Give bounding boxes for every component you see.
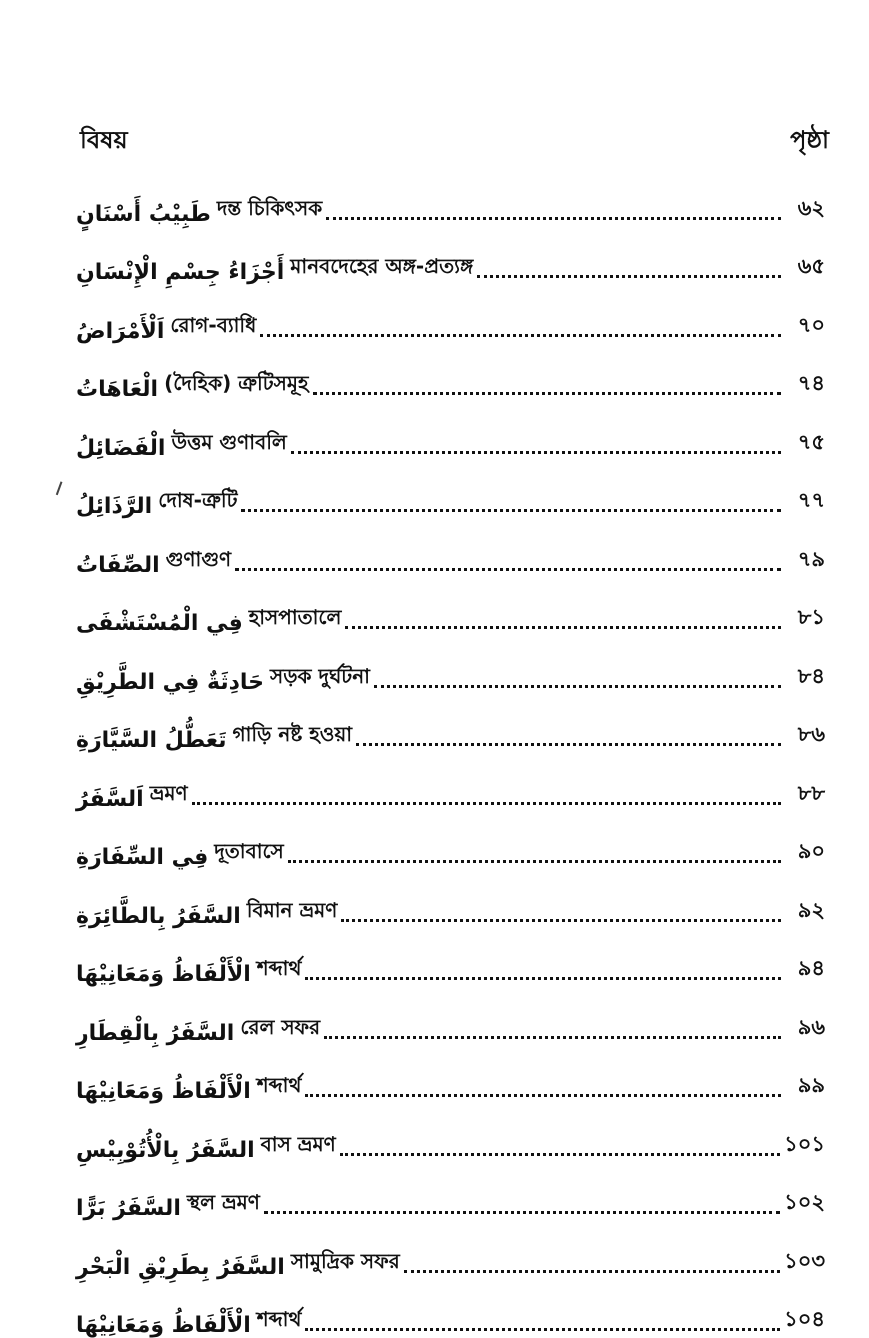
toc-entry-arabic: السَّفَرُ بِالطَّائِرَةِ bbox=[76, 904, 241, 929]
toc-entry-arabic: أَجْزَاءُ جِسْمِ الْإِنْسَانِ bbox=[76, 260, 284, 285]
toc-entry-title bbox=[76, 779, 188, 812]
dot-leader bbox=[305, 1328, 780, 1331]
toc-entry bbox=[76, 987, 825, 1046]
toc-entry-title bbox=[76, 428, 287, 461]
toc-entry-arabic: الْأَلْفَاظُ وَمَعَانِيْهَا bbox=[76, 1313, 251, 1338]
toc-entry-title bbox=[76, 252, 473, 285]
toc-entry-page-number: ৯৯ bbox=[785, 1069, 825, 1104]
toc-entry-arabic: السَّفَرُ بِالْقِطَارِ bbox=[76, 1021, 234, 1046]
dot-leader bbox=[288, 860, 781, 863]
toc-entry-bengali: হাসপাতালে bbox=[249, 603, 342, 636]
toc-entry-arabic: الصِّفَاتُ bbox=[76, 553, 160, 578]
toc-entry-page-number: ৭৯ bbox=[785, 543, 825, 578]
dot-leader bbox=[345, 626, 781, 629]
dot-leader bbox=[356, 743, 781, 746]
toc-entry-bengali: শব্দার্থ bbox=[257, 1071, 302, 1104]
toc-entry bbox=[76, 519, 825, 578]
toc-entry-page-number: ১০১ bbox=[784, 1128, 825, 1163]
toc-entry-bengali: দূতাবাসে bbox=[214, 837, 284, 870]
subject-column-label: বিষয় bbox=[80, 122, 128, 162]
toc-entry bbox=[76, 753, 825, 812]
toc-entry-title bbox=[76, 194, 322, 227]
toc-entry-page-number: ৯৪ bbox=[785, 952, 825, 987]
toc-entry-page-number: ৬২ bbox=[785, 192, 825, 227]
toc-entry-title bbox=[76, 1071, 301, 1104]
toc-entry-title bbox=[76, 545, 231, 578]
toc-entry-bengali: বিমান ভ্রমণ bbox=[247, 896, 338, 929]
toc-entry-page-number: ৯০ bbox=[785, 835, 825, 870]
toc-entry bbox=[76, 285, 825, 344]
dot-leader bbox=[404, 1270, 780, 1273]
toc-entry bbox=[76, 578, 825, 637]
toc-entry-title bbox=[76, 1013, 320, 1046]
dot-leader bbox=[313, 392, 782, 395]
toc-entry-arabic: اَلْأَمْرَاضُ bbox=[76, 319, 164, 344]
toc-entry-arabic: فِي الْمُسْتَشْفَى bbox=[76, 611, 243, 636]
toc-entry bbox=[76, 929, 825, 988]
toc-entry bbox=[76, 1280, 825, 1338]
toc-entry-bengali: ভ্রমণ bbox=[150, 779, 188, 812]
toc-entry-page-number: ৮১ bbox=[785, 601, 825, 636]
toc-entry-bengali: উত্তম গুণাবলি bbox=[171, 428, 286, 461]
toc-entry-arabic: اَلسَّفَرُ bbox=[76, 787, 144, 812]
toc-entry-title bbox=[76, 369, 309, 402]
toc-entry-arabic: طَبِيْبُ أَسْنَانٍ bbox=[76, 202, 211, 227]
toc-entry-arabic: الْعَاهَاتُ bbox=[76, 377, 158, 402]
toc-entry-title bbox=[76, 896, 337, 929]
toc-entry bbox=[76, 1046, 825, 1105]
dot-leader bbox=[374, 685, 781, 688]
toc-entry-page-number: ১০৪ bbox=[784, 1303, 825, 1338]
toc-entry-bengali: গাড়ি নষ্ট হওয়া bbox=[233, 720, 353, 753]
toc-entry bbox=[76, 695, 825, 754]
toc-entry bbox=[76, 1221, 825, 1280]
toc-entry bbox=[76, 870, 825, 929]
toc-entry-arabic: السَّفَرُ بَرًّا bbox=[76, 1196, 181, 1221]
toc-entry bbox=[76, 812, 825, 871]
toc-entry-page-number: ৭৪ bbox=[785, 367, 825, 402]
dot-leader bbox=[340, 1153, 780, 1156]
toc-entry bbox=[76, 168, 825, 227]
toc-entry-title bbox=[76, 1247, 400, 1280]
page-column-label: পৃষ্ঠা bbox=[790, 122, 829, 162]
toc-entry-title bbox=[76, 1305, 301, 1338]
toc-entry-title bbox=[76, 1188, 260, 1221]
toc-entry-bengali: শব্দার্থ bbox=[257, 954, 302, 987]
dot-leader bbox=[324, 1036, 781, 1039]
toc-entry bbox=[76, 636, 825, 695]
dot-leader bbox=[291, 451, 781, 454]
toc-entry-arabic: الْأَلْفَاظُ وَمَعَانِيْهَا bbox=[76, 1079, 251, 1104]
toc-entry-title bbox=[76, 720, 352, 753]
toc-entry bbox=[76, 344, 825, 403]
dot-leader bbox=[192, 802, 781, 805]
toc-entry-page-number: ৭০ bbox=[785, 309, 825, 344]
toc-entry bbox=[76, 461, 825, 520]
toc-entry-page-number: ৮৪ bbox=[785, 660, 825, 695]
toc-entry-bengali: রোগ-ব্যাধি bbox=[170, 311, 256, 344]
toc-entry-title bbox=[76, 603, 341, 636]
dot-leader bbox=[477, 275, 781, 278]
toc-entry-arabic: السَّفَرُ بِالْأُتُوْبِيْسِ bbox=[76, 1138, 255, 1163]
toc-entry-arabic: الرَّذَائِلُ bbox=[76, 494, 152, 519]
toc-entry bbox=[76, 1163, 825, 1222]
toc-entry-bengali: (দৈহিক) ত্রুটিসমূহ bbox=[164, 369, 308, 402]
toc-entry-arabic: الْأَلْفَاظُ وَمَعَانِيْهَا bbox=[76, 962, 251, 987]
toc-header bbox=[80, 122, 829, 162]
toc-entry-arabic: حَادِثَةٌ فِي الطَّرِيْقِ bbox=[76, 670, 264, 695]
toc-entry bbox=[76, 1104, 825, 1163]
toc-entry-arabic: الْفَضَائِلُ bbox=[76, 436, 165, 461]
toc-entry-arabic: فِي السِّفَارَةِ bbox=[76, 845, 208, 870]
toc-entry-bengali: বাস ভ্রমণ bbox=[261, 1130, 336, 1163]
toc-entry-bengali: সামুদ্রিক সফর bbox=[291, 1247, 400, 1280]
toc-entry-title bbox=[76, 837, 284, 870]
toc-entry-title bbox=[76, 486, 237, 519]
toc-entry-title bbox=[76, 662, 370, 695]
toc-entry-arabic: السَّفَرُ بِطَرِيْقِ الْبَحْرِ bbox=[76, 1255, 285, 1280]
toc-entry-page-number: ৮৮ bbox=[785, 777, 825, 812]
toc-entry-page-number: ৯২ bbox=[785, 894, 825, 929]
toc-entry bbox=[76, 227, 825, 286]
toc-entry-page-number: ১০২ bbox=[784, 1186, 825, 1221]
dot-leader bbox=[326, 217, 781, 220]
toc-entry-title bbox=[76, 954, 301, 987]
dot-leader bbox=[241, 509, 781, 512]
dot-leader bbox=[260, 334, 781, 337]
dot-leader bbox=[305, 977, 781, 980]
toc-entry-page-number: ৭৫ bbox=[785, 426, 825, 461]
dot-leader bbox=[235, 568, 781, 571]
toc-entry-page-number: ৬৫ bbox=[785, 250, 825, 285]
toc-entry-bengali: শব্দার্থ bbox=[257, 1305, 302, 1338]
table-of-contents bbox=[76, 168, 825, 1338]
dot-leader bbox=[341, 919, 781, 922]
toc-entry-title bbox=[76, 1130, 336, 1163]
toc-entry-bengali: গুণাগুণ bbox=[166, 545, 231, 578]
toc-entry-bengali: দন্ত চিকিৎসক bbox=[217, 194, 322, 227]
dot-leader bbox=[264, 1211, 780, 1214]
toc-entry-page-number: ৯৬ bbox=[785, 1011, 825, 1046]
stray-pen-mark bbox=[56, 481, 66, 496]
toc-entry-bengali: স্থল ভ্রমণ bbox=[187, 1188, 260, 1221]
toc-entry-page-number: ১০৩ bbox=[784, 1245, 825, 1280]
toc-entry bbox=[76, 402, 825, 461]
toc-entry-page-number: ৮৬ bbox=[785, 718, 825, 753]
toc-entry-page-number: ৭৭ bbox=[785, 484, 825, 519]
toc-entry-title bbox=[76, 311, 256, 344]
toc-entry-bengali: দোষ-ত্রুটি bbox=[158, 486, 237, 519]
toc-entry-arabic: تَعَطُّلُ السَّيَّارَةِ bbox=[76, 728, 227, 753]
toc-entry-bengali: রেল সফর bbox=[240, 1013, 320, 1046]
toc-entry-bengali: মানবদেহের অঙ্গ-প্রত্যঙ্গ bbox=[290, 252, 473, 285]
toc-entry-bengali: সড়ক দুর্ঘটনা bbox=[270, 662, 370, 695]
dot-leader bbox=[305, 1094, 781, 1097]
